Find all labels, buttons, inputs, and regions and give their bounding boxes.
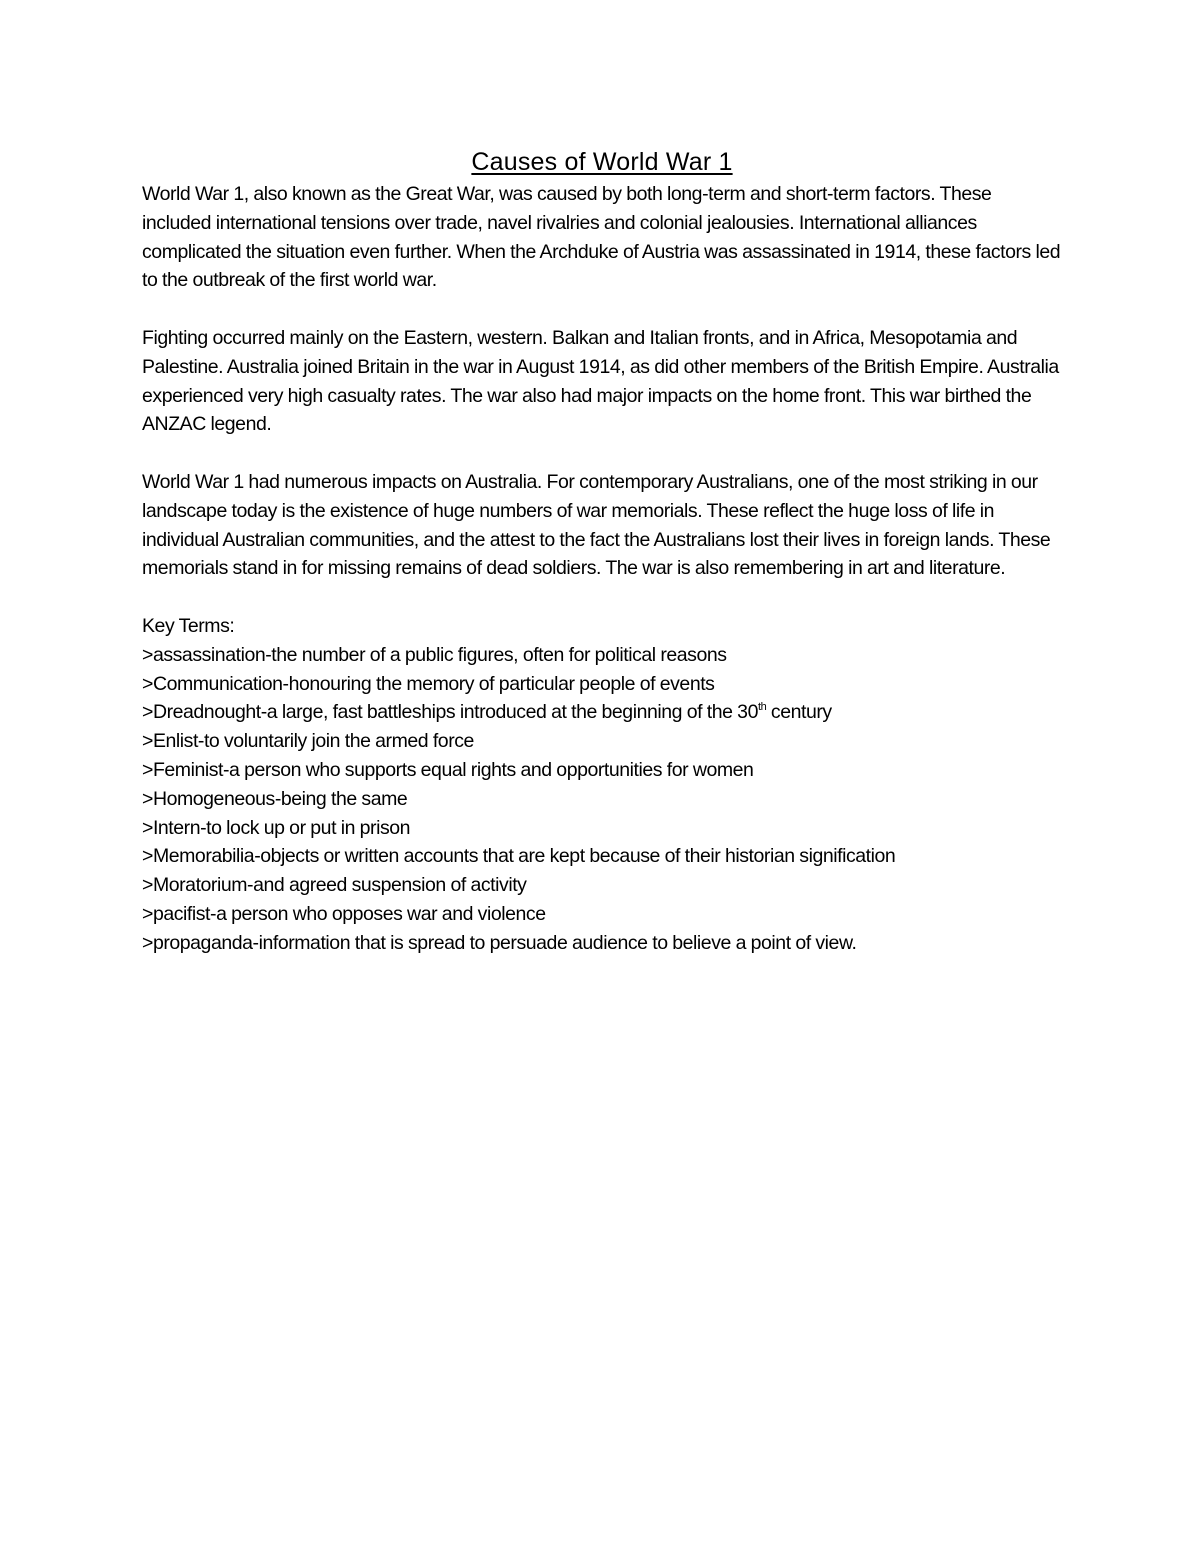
paragraph-impacts: World War 1 had numerous impacts on Australia. For contemporary Australians, one of the most striking in our landscape today is the existence of huge numbers of war memorials. These reflect the huge loss of life in individual Australian communities, and the attest to the fact the Australians lost their lives in foreign lands. These memorials stand in for missing remains of dead soldiers. The war is also remembering in art and literature. bbox=[142, 470, 1051, 580]
key-term-text: >Dreadnought-a large, fast battleships introduced at the beginning of the 30 bbox=[142, 701, 758, 724]
paragraph-causes: World War 1, also known as the Great War, was caused by both long-term and short-term factors. These included international tensions over trade, navel rivalries and colonial jealousies. International alliances complicated the situation even further. When the Archduke of Austria was assassinated in 1914, these factors led to the outbreak of the first world war. bbox=[142, 183, 1061, 292]
paragraph-fighting: Fighting occurred mainly on the Eastern, western. Balkan and Italian fronts, and in Africa, Mesopotamia and Palestine. Australia joined Britain in the war in August 1914, as did other members of the British Empire. Australia experienced very high casualty rates. The war also had major impacts on the home front. This war birthed the ANZAC legend. bbox=[142, 326, 1059, 436]
paragraph-spacer bbox=[142, 295, 1062, 324]
key-term-item: >Moratorium-and agreed suspension of activity bbox=[142, 874, 527, 897]
key-term-text: century bbox=[766, 701, 832, 724]
key-term-item: >Homogeneous-being the same bbox=[142, 787, 408, 810]
key-term-item: >propaganda-information that is spread to persuade audience to believe a point of view. bbox=[142, 931, 857, 954]
key-term-item: >Enlist-to voluntarily join the armed force bbox=[142, 730, 474, 753]
key-term-item: >Intern-to lock up or put in prison bbox=[142, 816, 411, 839]
document-title: Causes of World War 1 bbox=[471, 148, 733, 176]
key-terms-heading: Key Terms: bbox=[142, 614, 235, 637]
key-term-item-dreadnought bbox=[142, 698, 1062, 727]
ordinal-superscript: th bbox=[757, 700, 767, 713]
key-term-item: >pacifist-a person who opposes war and violence bbox=[142, 902, 546, 925]
key-term-item: >Feminist-a person who supports equal rights and opportunities for women bbox=[142, 758, 754, 781]
key-term-item: >Memorabilia-objects or written accounts that are kept because of their historian signification bbox=[142, 845, 896, 868]
key-terms-list bbox=[142, 641, 1062, 958]
document-body bbox=[142, 144, 1062, 958]
paragraph-spacer bbox=[142, 439, 1062, 468]
key-term-item: >assassination-the number of a public figures, often for political reasons bbox=[142, 643, 727, 666]
key-term-item: >Communication-honouring the memory of particular people of events bbox=[142, 672, 715, 695]
paragraph-spacer bbox=[142, 583, 1062, 612]
